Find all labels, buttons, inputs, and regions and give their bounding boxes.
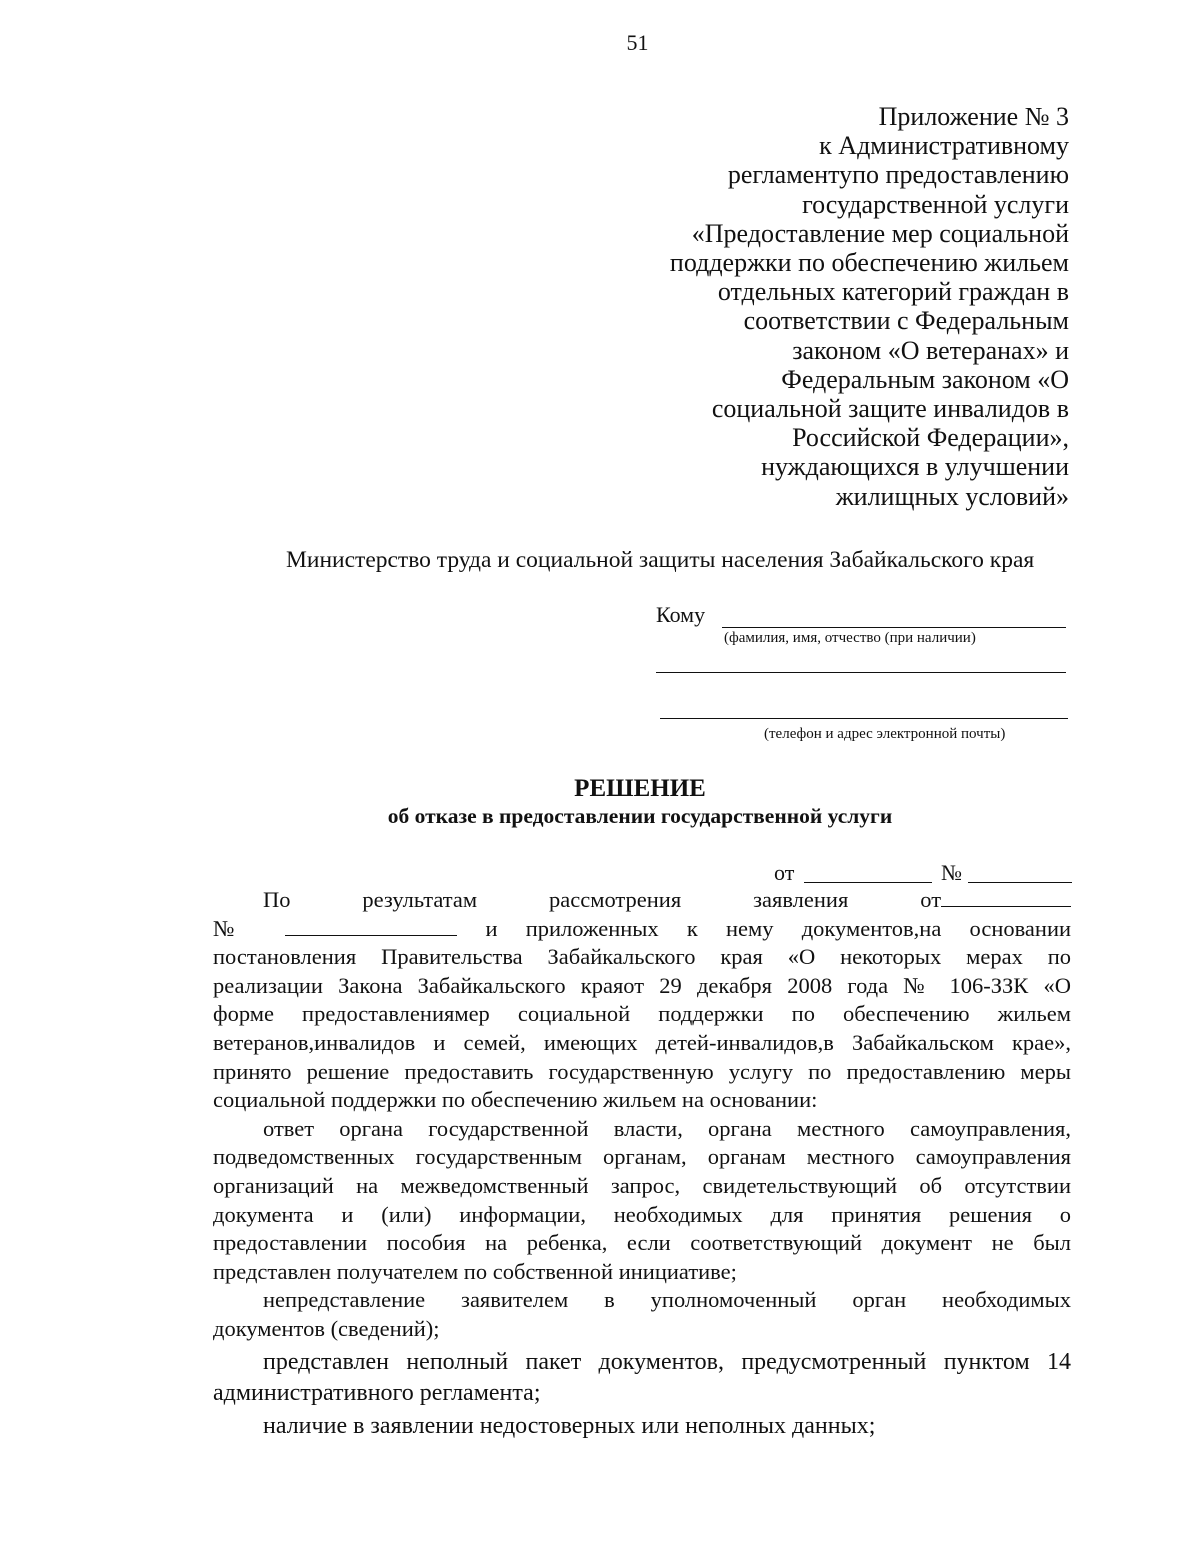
body-line: постановления Правительства Забайкальского края «О некоторых мерах по — [213, 944, 1071, 970]
word: основании — [969, 915, 1072, 941]
appendix-line: социальной защите инвалидов в — [711, 394, 1069, 424]
appendix-line: законом «О ветеранах» и — [792, 335, 1069, 365]
word: рассмотрения — [549, 887, 682, 912]
appendix-line: отдельных категорий граждан в — [717, 277, 1069, 307]
page-number: 51 — [626, 30, 649, 55]
word: документов,на — [801, 915, 942, 941]
decision-date-number-row — [774, 860, 1072, 886]
word: и — [485, 915, 498, 941]
body-line: подведомственных государственным органам, органам местного самоуправления — [213, 1144, 1071, 1170]
decision-title: РЕШЕНИЕ — [574, 775, 706, 802]
body-line — [213, 886, 1071, 915]
application-number-group — [213, 916, 257, 941]
decision-date-line[interactable] — [804, 860, 932, 883]
body-line: предоставлении пособия на ребенка, если соответствующий документ не был — [213, 1230, 1071, 1256]
word: к — [686, 915, 698, 941]
appendix-header — [589, 102, 1069, 511]
body-line — [213, 915, 1071, 944]
name-caption: (фамилия, имя, отчество (при наличии) — [724, 630, 976, 646]
body-line: ответ органа государственной власти, органа местного самоуправления, — [263, 1115, 1071, 1141]
body-line: непредставление заявителем в уполномоченный орган необходимых — [263, 1287, 1071, 1313]
body-line: представлен получателем по собственной инициативе; — [213, 1258, 737, 1284]
body-line: документов (сведений); — [213, 1315, 440, 1341]
recipient-name-line[interactable] — [722, 605, 1066, 628]
contact-caption: (телефон и адрес электронной почты) — [764, 726, 1006, 742]
word: от — [920, 887, 942, 912]
decision-number-line[interactable] — [968, 860, 1072, 883]
body-line: представлен неполный пакет документов, предусмотренный пунктом 14 — [263, 1348, 1071, 1375]
body-line: организаций на межведомственный запрос, свидетельствующий об отсутствии — [213, 1172, 1071, 1198]
word: заявления — [753, 887, 849, 912]
body-line: ветеранов,инвалидов и семей, имеющих детей-инвалидов,в Забайкальском крае», — [213, 1029, 1071, 1055]
application-number-line[interactable] — [285, 917, 457, 936]
recipient-contact-line[interactable] — [660, 698, 1068, 719]
word: результатам — [362, 887, 478, 912]
body-line: реализации Закона Забайкальского краяот 29 декабря 2008 года № 106-ЗЗК «О — [213, 972, 1071, 998]
to-label: Кому — [656, 602, 706, 627]
word: приложенных — [525, 915, 659, 941]
ministry-name: Министерство труда и социальной защиты населения Забайкальского края — [286, 547, 1035, 573]
body-line: социальной поддержки по обеспечению жильем на основании: — [213, 1087, 818, 1113]
appendix-line: Российской Федерации», — [792, 423, 1069, 453]
appendix-line: жилищных условий» — [835, 481, 1069, 511]
word: нему — [725, 915, 774, 941]
recipient-block — [656, 602, 1070, 752]
application-date-line[interactable] — [941, 888, 1071, 907]
number-label: № — [941, 860, 962, 885]
decision-body — [213, 886, 1071, 1442]
appendix-line: Федеральным законом «О — [781, 364, 1069, 394]
appendix-line: соответствии с Федеральным — [743, 306, 1069, 336]
appendix-line: Приложение № 3 — [878, 102, 1069, 131]
body-line: документа и (или) информации, необходимых для принятия решения о — [213, 1201, 1071, 1227]
word: № — [213, 915, 258, 941]
decision-subtitle: об отказе в предоставлении государственной услуги — [387, 804, 893, 828]
appendix-line: государственной услуги — [802, 189, 1069, 219]
body-line: принято решение предоставить государственную услугу по предоставлению меры — [213, 1058, 1071, 1084]
appendix-line: поддержки по обеспечению жильем — [669, 248, 1069, 278]
word: По — [263, 887, 291, 912]
appendix-line: «Предоставление мер социальной — [691, 218, 1069, 248]
appendix-line: регламентупо предоставлению — [727, 160, 1069, 190]
appendix-line: к Административному — [819, 131, 1069, 161]
from-label: от — [774, 860, 795, 885]
recipient-extra-line[interactable] — [656, 652, 1066, 673]
appendix-line: нуждающихся в улучшении — [761, 452, 1069, 482]
body-line: административного регламента; — [213, 1379, 541, 1406]
application-date-group — [920, 887, 1071, 912]
body-line: наличие в заявлении недостоверных или неполных данных; — [263, 1412, 876, 1439]
body-line: форме предоставлениямер социальной поддержки по обеспечению жильем — [213, 1001, 1071, 1027]
